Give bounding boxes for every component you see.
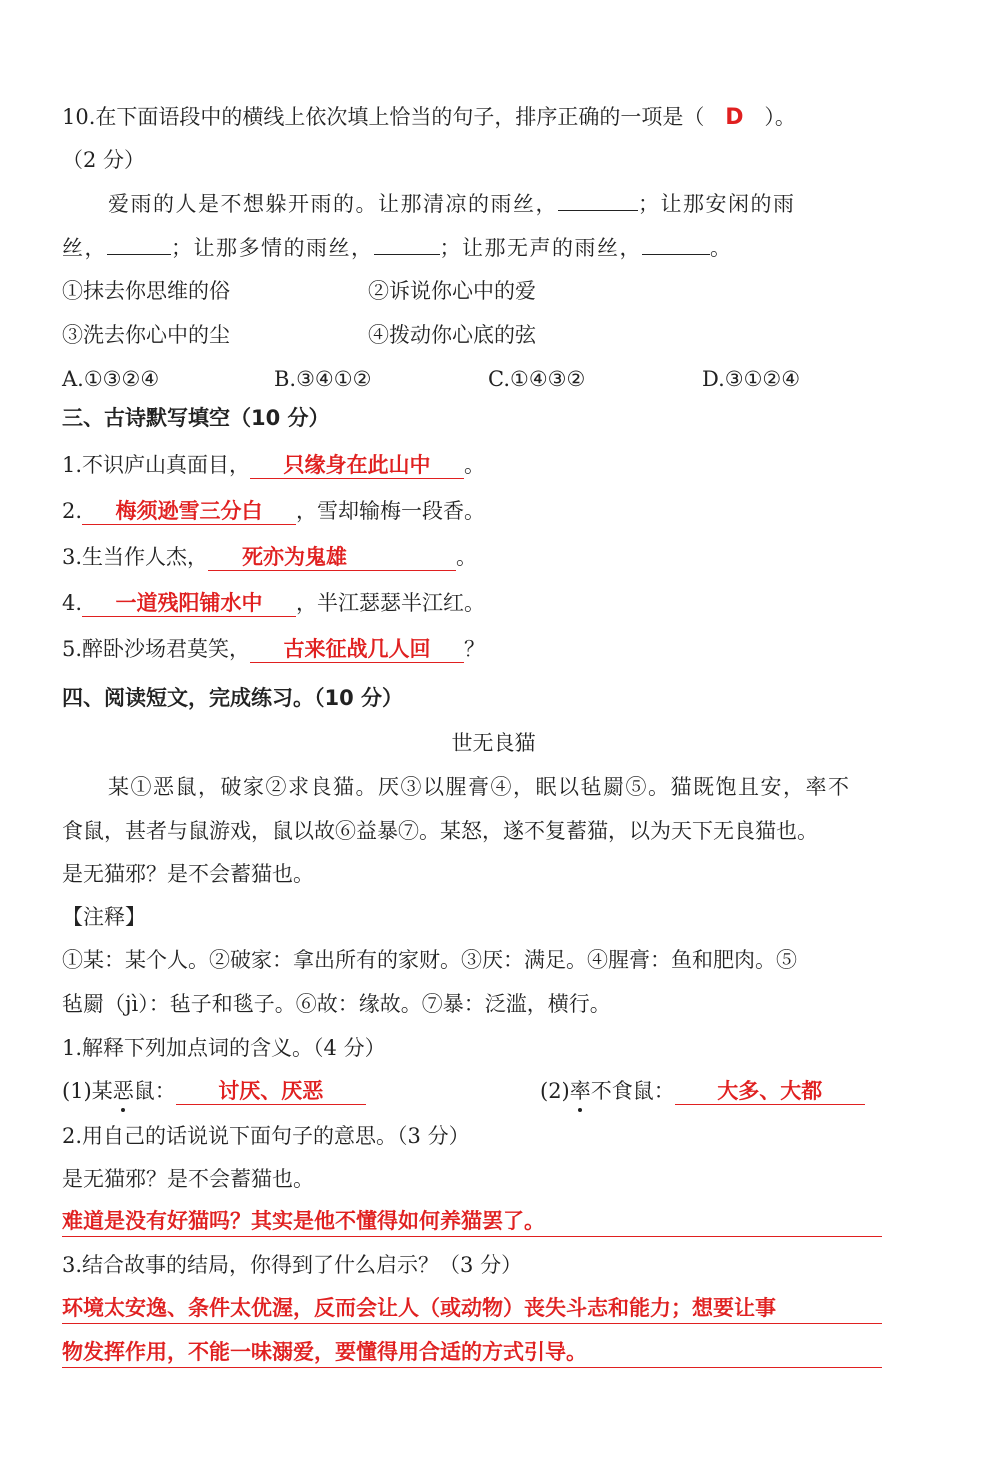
section3-heading: 三、古诗默写填空（10 分） [62,406,330,430]
q10-passage-part: ；让那多情的雨丝， [171,236,374,260]
passage-title: 世无良猫 [451,731,536,755]
blank-1 [558,190,638,211]
q2-answer: 难道是没有好猫吗？其实是他不懂得如何养猫罢了。 [62,1206,882,1237]
sub-question-1: 1.解释下列加点词的含义。（4 分） [62,1036,386,1060]
poem-prompt: 5.醉卧沙场君莫笑， [62,637,251,661]
q10-option-b: B.③④①② [274,367,372,391]
poem-prompt: 1.不识庐山真面目， [62,453,251,477]
q1a-text: (1)某 [62,1079,113,1103]
blank-2 [107,234,171,255]
q1b-text: 不食鼠： [590,1079,675,1103]
q10-option-c: C.①④③② [488,367,586,391]
poem-prompt: ？ [464,637,486,661]
q3-answer-line-1: 环境太安逸、条件太优渥，反而会让人（或动物）丧失斗志和能力；想要让事 [62,1293,882,1324]
poem-answer-1: 只缘身在此山中 [250,452,464,479]
q1a-answer: 讨厌、厌恶 [176,1078,366,1105]
q3-answer-line-2: 物发挥作用，不能一味溺爱，要懂得用合适的方式引导。 [62,1337,882,1368]
poem-prompt: ，雪却输梅一段香。 [296,499,486,523]
blank-3 [374,234,440,255]
q10-item-2: ②诉说你心中的爱 [368,279,536,303]
q10-passage-line2 [62,233,733,263]
q10-stem: 10.在下面语段中的横线上依次填上恰当的句子，排序正确的一项是（ [62,105,705,129]
q1a-text: 鼠： [133,1079,176,1103]
q10-passage-part: ；让那无声的雨丝， [439,236,642,260]
q10-passage-part: ；让那安闲的雨 [638,192,796,216]
poem-line-5 [62,634,485,664]
poem-prompt: 。 [464,453,486,477]
q1a-dotted-word: 恶 [113,1076,134,1106]
q1b-dotted-word: 率 [570,1076,591,1106]
q10-stem-end: ）。 [764,105,796,129]
section4-heading: 四、阅读短文，完成练习。（10 分） [62,686,404,710]
q10-score: （2 分） [62,148,146,172]
blank-4 [642,234,710,255]
q10-item-1: ①抹去你思维的俗 [62,279,230,303]
q10-passage-part: 。 [710,236,733,260]
poem-prompt: 2. [62,499,83,523]
q10-answer: D [725,105,744,130]
poem-line-3 [62,542,477,572]
q10-option-a: A.①③②④ [62,367,160,391]
notes-label: 【注释】 [62,905,146,929]
poem-answer-5: 古来征战几人回 [250,636,464,663]
sub-question-2: 2.用自己的话说说下面句子的意思。（3 分） [62,1124,470,1148]
sub-question-1a [62,1076,366,1106]
poem-prompt: 4. [62,591,83,615]
sub-question-1b [540,1076,865,1106]
q10-item-4: ④拨动你心底的弦 [368,323,536,347]
q10-stem-line [62,102,796,133]
poem-answer-2: 梅须逊雪三分白 [82,498,296,525]
passage-line-1: 某①恶鼠，破家②求良猫。厌③以腥膏④，眠以毡罽⑤。猫既饱且安，率不 [108,775,851,799]
q10-item-3: ③洗去你心中的尘 [62,323,230,347]
poem-answer-3-text: 死亦为鬼雄 [242,545,348,569]
passage-line-3: 是无猫邪？是不会蓄猫也。 [62,862,314,886]
poem-line-2 [62,496,485,526]
sub-question-3: 3.结合故事的结局，你得到了什么启示？（3 分） [62,1253,523,1277]
poem-prompt: ，半江瑟瑟半江红。 [296,591,486,615]
notes-line-2: 毡罽（jì）：毡子和毯子。⑥故：缘故。⑦暴：泛滥，横行。 [62,992,611,1016]
q10-passage-part: 丝， [62,236,107,260]
poem-line-4 [62,588,485,618]
q10-passage-line1 [108,189,796,219]
poem-line-1 [62,450,485,480]
poem-prompt: 3.生当作人杰， [62,545,209,569]
q10-option-d: D.③①②④ [702,367,801,391]
passage-line-2: 食鼠，甚者与鼠游戏，鼠以故⑥益暴⑦。某怒，遂不复蓄猫，以为天下无良猫也。 [62,819,818,843]
q1b-text: (2) [540,1079,570,1103]
poem-answer-3 [208,544,456,571]
q1b-answer: 大多、大都 [675,1078,865,1105]
poem-prompt: 。 [456,545,478,569]
q10-passage-part: 爱雨的人是不想躲开雨的。让那清凉的雨丝， [108,192,558,216]
poem-answer-4: 一道残阳铺水中 [82,590,296,617]
sub-question-2-sentence: 是无猫邪？是不会蓄猫也。 [62,1167,314,1191]
notes-line-1: ①某：某个人。②破家：拿出所有的家财。③厌：满足。④腥膏：鱼和肥肉。⑤ [62,948,797,972]
